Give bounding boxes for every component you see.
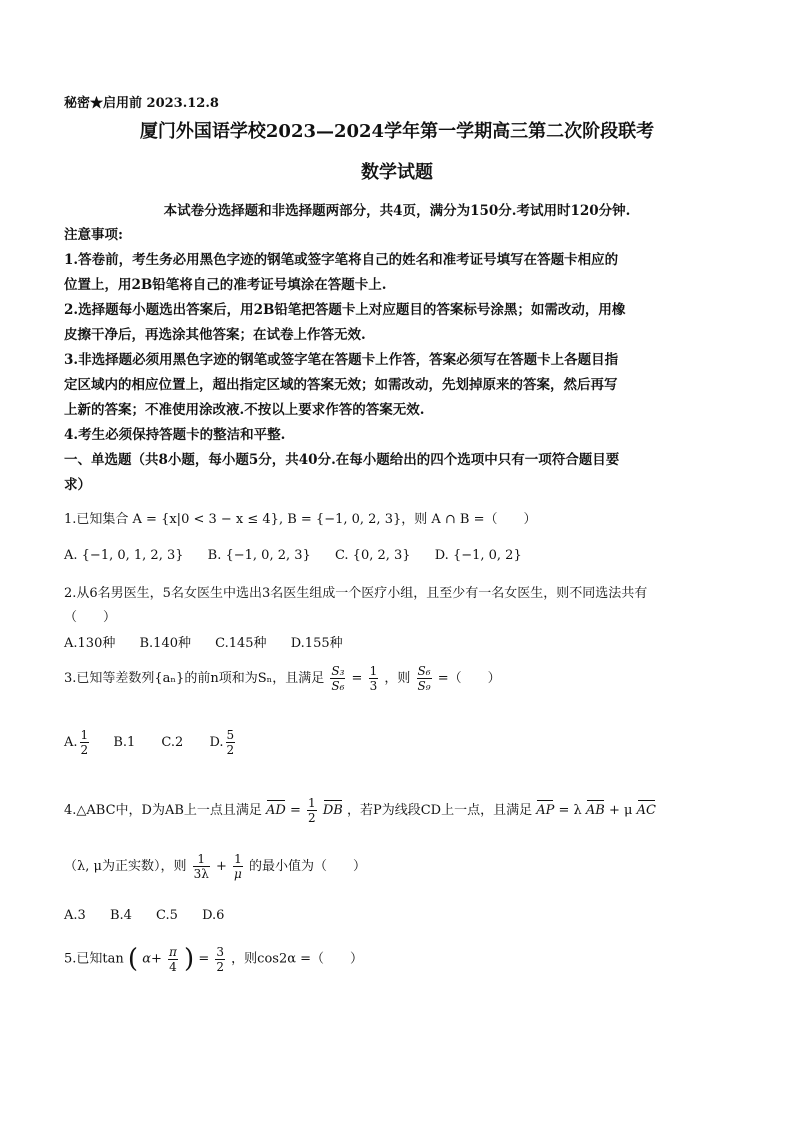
question-4-options [64, 908, 244, 923]
fraction: $\frac{\pi}{4}$ [169, 944, 177, 974]
question-2-options [64, 632, 363, 651]
question-3-options [64, 728, 237, 757]
section-heading: 一、单选题（共8小题，每小题5分，共40分.在每小题给出的四个选项中只有一项符合题目要 [64, 452, 620, 468]
option-a: A.3 [64, 908, 86, 923]
note-line: 位置上，用2B铅笔将自己的准考证号填涂在答题卡上. [64, 277, 387, 293]
fraction: $\frac{\text{S₆}}{\text{S₉}}$ [417, 664, 431, 693]
fraction: $\frac{1}{3}$ [369, 664, 378, 693]
note-line: 皮擦干净后，再选涂其他答案；在试卷上作答无效. [64, 327, 366, 343]
question-4-text-cont: （λ, μ为正实数），则 $\frac{1}{3\lambda}$ + $\frac{1}{\mu}$ 的最小值为（ ） [64, 852, 366, 881]
option-a: A.130种 [64, 636, 116, 651]
option-b: B.140种 [139, 636, 191, 651]
question-1-text: 1.已知集合 A = {x|0 < 3 − x ≤ 4}, B = {−1, 0, 2, 3}，则 A ∩ B =（ ） [64, 512, 537, 527]
question-3-text: 3.已知等差数列{aₙ}的前n项和为Sₙ，且满足 $\frac{\text{S₃}}{\text{S₆}}$ = $\frac{1}{3}$ ，则 $\frac{\text{S₆}}{\text{S₉}}$ =（ ） [64, 664, 501, 693]
option-d: D. {−1, 0, 2} [434, 548, 522, 563]
option-d: D.6 [202, 908, 225, 923]
option-b: B. {−1, 0, 2, 3} [207, 548, 311, 563]
fraction: $\frac{1}{3\lambda}$ [193, 852, 209, 881]
question-5-text: 5.已知tan ( α+ $\frac{\pi}{4}$ ) = $\frac{3}{2}$ ，则cos2α =（ ） [64, 944, 364, 974]
option-c: C.2 [161, 735, 184, 750]
exam-intro: 本试卷分选择题和非选择题两部分，共4页，满分为150分.考试用时120分钟. [163, 203, 631, 219]
note-line: 4.考生必须保持答题卡的整洁和平整. [64, 427, 286, 443]
note-line: 上新的答案；不准使用涂改液.不按以上要求作答的答案无效. [64, 402, 425, 418]
option-c: C.5 [156, 908, 178, 923]
question-4-text: 4.△ABC中，D为AB上一点且满足 AD = $\frac{1}{2}$ DB ，若P为线段CD上一点，且满足 AP = λ AB + μ AC [64, 796, 656, 825]
option-a: A. $\frac{1}{2}$ [64, 728, 89, 757]
note-line: 1.答卷前，考生务必用黑色字迹的钢笔或签字笔将自己的姓名和准考证号填写在答题卡相应的 [64, 252, 619, 268]
fraction: $\frac{\text{S₃}}{\text{S₆}}$ [331, 664, 345, 693]
option-b: B.1 [113, 735, 136, 750]
option-a: A. {−1, 0, 1, 2, 3} [64, 548, 184, 563]
exam-subtitle: 数学试题 [361, 162, 433, 183]
option-c: C.145种 [215, 636, 267, 651]
option-b: B.4 [109, 908, 132, 923]
fraction: $\frac{1}{2}$ [308, 796, 316, 825]
confidential-label: 秘密★启用前 2023.12.8 [64, 96, 219, 111]
exam-title: 厦门外国语学校2023—2024学年第一学期高三第二次阶段联考 [139, 121, 655, 142]
question-2-text: 2.从6名男医生，5名女医生中选出3名医生组成一个医疗小组，且至少有一名女医生，则不同选法共有 [64, 586, 648, 601]
option-d: D. $\frac{5}{2}$ [209, 728, 235, 757]
section-heading-cont: 求） [64, 477, 91, 493]
notes-heading: 注意事项: [64, 227, 123, 243]
note-line: 3.非选择题必须用黑色字迹的钢笔或签字笔在答题卡上作答，答案必须写在答题卡上各题目指 [64, 352, 619, 368]
question-1-options [64, 548, 542, 563]
question-2-text-cont: （ ） [64, 610, 117, 625]
note-line: 2.选择题每小题选出答案后，用2B铅笔把答题卡上对应题目的答案标号涂黑；如需改动，用橡 [64, 302, 626, 318]
option-d: D.155种 [290, 636, 343, 651]
fraction: $\frac{3}{2}$ [216, 944, 225, 974]
fraction: $\frac{1}{\mu}$ [234, 852, 242, 881]
option-c: C. {0, 2, 3} [334, 548, 411, 563]
note-line: 定区域内的相应位置上，超出指定区域的答案无效；如需改动，先划掉原来的答案，然后再写 [64, 377, 618, 393]
